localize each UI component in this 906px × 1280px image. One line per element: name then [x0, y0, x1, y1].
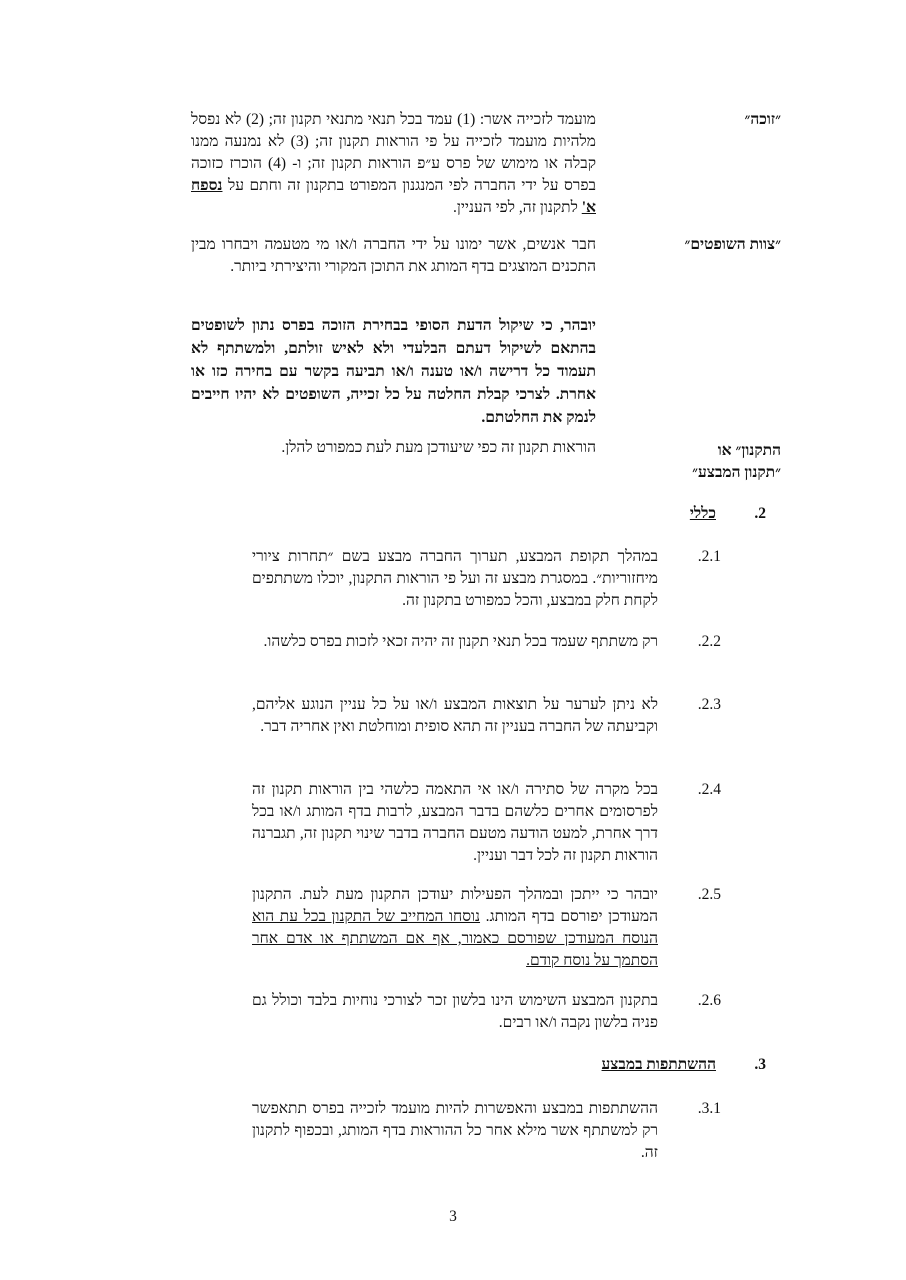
definition-text-end: לתקנון זה, לפי העניין. — [453, 199, 582, 216]
definition-term-line: ״תקנון המבצע״ — [692, 464, 781, 481]
clause-number: 2.1. — [697, 548, 721, 565]
clause-number: 2.4. — [697, 781, 721, 798]
clause-number: 2.2. — [697, 633, 721, 650]
clause-text-underlined: נוסחו המחייב של התקנון בכל עת הוא הנוסח המעודכן שפורסם כאמור, אף אם המשתתף או אדם אחר הסתמך על נוסח קודם. — [252, 908, 658, 969]
definition-body: הוראות תקנון זה כפי שיעודכן מעת לעת כמפורט להלן. — [281, 439, 596, 456]
definition-term — [631, 437, 781, 484]
clause-text: במהלך תקופת המבצע, תערוך החברה מבצע בשם ״תחרות ציורי מיחזוריות״. במסגרת מבצע זה ועל פי הוראות התקנון, יוכלו משתתפים לקחת חלק במבצע, והכל כמפורט בתקנון זה. — [252, 548, 658, 609]
clause-text: ההשתתפות במבצע והאפשרות להיות מועמד לזכייה בפרס תתאפשר רק למשתתף אשר מילא אחר כל ההוראות בדף המותג, ובכפוף לתקנון זה. — [252, 1100, 658, 1161]
appendix-a-reference: נספח א' — [191, 177, 596, 216]
clause-text: בכל מקרה של סתירה ו/או אי התאמה כלשהי בין הוראות תקנון זה לפרסומים אחרים כלשהם בדבר המבצע, לרבות בדף המותג ו/או בכל דרך אחרת, למעט הודעה מטעם החברה בדבר שינוי תקנון זה, תגברנה הוראות תקנון זה לכל דבר ועניין. — [252, 781, 658, 864]
section-title: כללי — [689, 505, 716, 522]
clause-text: בתקנון המבצע השימוש הינו בלשון זכר לצורכי נוחיות בלבד וכולל גם פניה בלשון נקבה ו/או רבים. — [252, 992, 658, 1031]
section-title: ההשתתפות במבצע — [601, 1056, 716, 1073]
clause-number: 3.1. — [697, 1100, 721, 1117]
definition-body: חבר אנשים, אשר ימונו על ידי החברה ו/או מי מטעמה ויבחרו מבין התכנים המוצגים בדף המותג את התוכן המקורי והיצירתי ביותר. — [191, 236, 596, 275]
judges-discretion-note: יובהר, כי שיקול הדעת הסופי בבחירת הזוכה בפרס נתון לשופטים בהתאם לשיקול דעתם הבלעדי ולא לאיש זולתם, ולמשתתף לא תעמוד כל דרישה ו/או טענה ו/או תביעה בקשר עם בחירה כזו או אחרת. לצרכי קבלת החלטה על כל זכייה, השופטים לא יהיו חייבים לנמק את החלטתם. — [191, 317, 596, 426]
section-number: 2. — [754, 505, 766, 522]
clause-number: 2.5. — [697, 886, 721, 903]
clause-number: 2.3. — [697, 696, 721, 713]
section-heading-general — [126, 505, 766, 529]
definition-term: ״צוות השופטים״ — [684, 236, 781, 253]
clause-text: רק משתתף שעמד בכל תנאי תקנון זה יהיה זכאי לזכות בפרס כלשהו. — [263, 633, 658, 650]
clause-text: לא ניתן לערער על תוצאות המבצע ו/או על כל עניין הנוגע אליהם, וקביעתה של החברה בעניין זה תהא סופית ומוחלטת ואין אחריה דבר. — [252, 696, 658, 735]
section-number: 3. — [754, 1056, 766, 1073]
clause-number: 2.6. — [697, 992, 721, 1009]
clause-text — [252, 884, 658, 972]
section-heading-participation — [126, 1056, 766, 1080]
definition-text: מועמד לזכייה אשר: (1) עמד בכל תנאי מתנאי תקנון זה; (2) לא נפסל מלהיות מועמד לזכייה על פי הוראות תקנון זה; (3) לא נמנעה ממנו קבלה או מימוש של פרס ע״פ הוראות תקנון זה; ו- (4) הוכרז כזוכה בפרס על ידי החברה לפי המנגנון המפורט בתקנון זה וחתם על — [191, 111, 596, 194]
definition-body — [191, 109, 596, 219]
clause-text-part: יובהר כי ייתכן ובמהלך הפעילות יעודכן התקנון מעת לעת. התקנון המעודכן יפורסם בדף המותג. — [252, 886, 659, 925]
definition-term-line: התקנון״ או — [717, 442, 781, 459]
page-number: 3 — [449, 1208, 457, 1225]
definition-term: ״זוכה״ — [744, 111, 781, 128]
